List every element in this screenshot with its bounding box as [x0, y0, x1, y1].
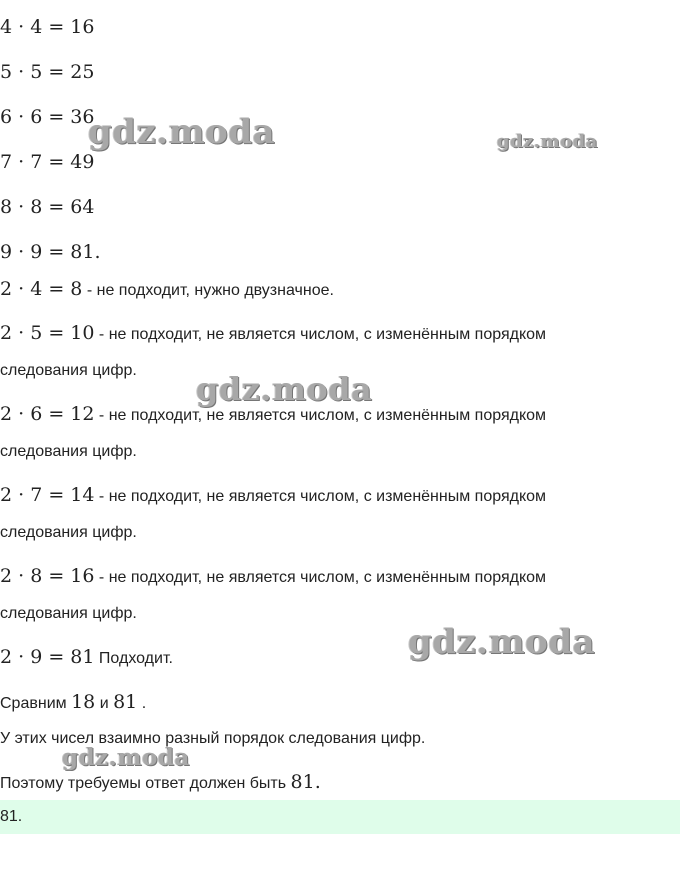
observation-text: У этих чисел взаимно разный порядок следования цифр. [0, 730, 426, 747]
check-note: - не подходит, не является числом, с изменённым порядком [94, 407, 547, 424]
compare-prefix: Сравним [0, 695, 72, 712]
square-line: 4 · 4 = 16 [0, 16, 95, 38]
square-line: 6 · 6 = 36 [0, 106, 95, 128]
check-note: Подходит. [94, 650, 173, 667]
conclusion-prefix: Поэтому требуемы ответ должен быть [0, 775, 291, 792]
check-continuation: следования цифр. [0, 605, 137, 622]
watermark-logo: gdz.moda [196, 370, 373, 408]
watermark-logo: gdz.moda [497, 131, 598, 152]
answer-panel [0, 800, 680, 834]
check-expression: 2 · 7 = 14 [0, 484, 95, 506]
conclusion-line [0, 771, 321, 793]
watermark-logo: gdz.moda [62, 744, 190, 771]
check-expression: 2 · 9 = 81 [0, 646, 95, 668]
conclusion-value: 81. [290, 771, 321, 793]
square-line: 8 · 8 = 64 [0, 196, 95, 218]
watermark-logo: gdz.moda [88, 112, 276, 152]
check-continuation: следования цифр. [0, 524, 137, 541]
square-line: 7 · 7 = 49 [0, 151, 95, 173]
check-note: - не подходит, не является числом, с изменённым порядком [94, 569, 547, 586]
check-note: - не подходит, нужно двузначное. [82, 282, 334, 299]
check-note: - не подходит, не является числом, с изменённым порядком [94, 326, 547, 343]
check-line [0, 565, 546, 587]
check-note: - не подходит, не является числом, с изменённым порядком [94, 488, 547, 505]
answer-text: 81. [0, 808, 23, 825]
check-expression: 2 · 6 = 12 [0, 403, 95, 425]
watermark-logo: gdz.moda [408, 622, 596, 662]
check-continuation: следования цифр. [0, 362, 137, 379]
check-continuation: следования цифр. [0, 443, 137, 460]
square-line: 9 · 9 = 81. [0, 241, 101, 263]
compare-number: 81 [113, 691, 138, 713]
check-line [0, 646, 173, 668]
check-line [0, 484, 546, 506]
check-expression: 2 · 5 = 10 [0, 322, 95, 344]
square-line: 5 · 5 = 25 [0, 61, 95, 83]
compare-line [0, 691, 146, 713]
compare-conjunction: и [95, 695, 114, 712]
check-expression: 2 · 4 = 8 [0, 278, 83, 300]
compare-suffix: . [137, 695, 147, 712]
check-line [0, 322, 546, 344]
check-line [0, 278, 334, 300]
check-expression: 2 · 8 = 16 [0, 565, 95, 587]
compare-number: 18 [71, 691, 96, 713]
